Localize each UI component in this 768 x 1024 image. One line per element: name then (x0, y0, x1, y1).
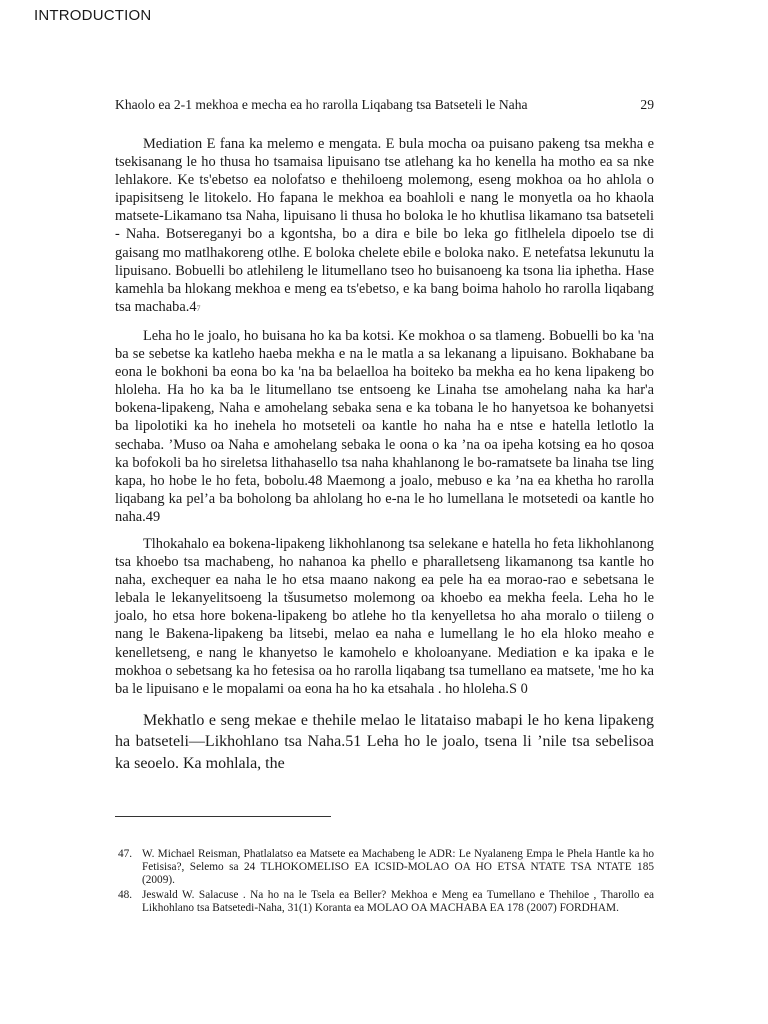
page-number: 29 (640, 97, 654, 112)
running-head (115, 97, 654, 113)
section-label: INTRODUCTION (34, 7, 152, 24)
footnote-text: Jeswald W. Salacuse . Na ho na le Tsela ea Beller? Mekhoa e Meng ea Tumellano e Thehiloe , Tharollo ea Likhohlano tsa Batsetedi-Naha, 31(1) Koranta ea MOLAO OA MACHABA EA 178 (2007) FORDHAM. (142, 888, 654, 914)
paragraph-text: Mediation E fana ka melemo e mengata. E bula mocha oa puisano pakeng tsa mekha e tsekisanang le ho thusa ho tsamaisa lipuisano tse atlehang ka ho kenella ha motho ea sa nke lehlakore. Ke ts'ebetso ea nolofatso e thehiloeng molemong, eseng mokhoa oa ho ahlola o ipapisitseng le litokelo. Ho fapana le mekhoa ea boahloli e nang le monyetla oa ho khaola matsete-Likamano tsa Naha, lipuisano li thusa ho boloka le ho khutlisa likamano tsa batseteli - Naha. Botsereganyi bo a kgontsha, bo a dira e bile bo leka go fitlhelela dipoelo tse di gaisang mo matlhakoreng otlhe. E boloka chelete ebile e boloka nako. E netefatsa lekunutu la lipuisano. Bobuelli bo atlehileng le litumellano tseo ho buisanoeng ka tsona lia iphetha. Hase kamehla ba hlokang mekhoa e meng ea ts'ebetso, e ka bang boima haholo ho rarolla liqabang tsa machaba.4 (115, 136, 654, 315)
paragraph-text: Tlhokahalo ea bokena-lipakeng likhohlanong tsa selekane e hatella ho feta likhohlanong tsa khoebo tsa machabeng, ho nahanoa ka phello e pharalletseng likamanong tsa kantle ho naha, exchequer ea naha le ho etsa maano nakong ea pele ha ea morao-rao e sebetsana le lebala le lekanyelitsoeng la tšusumetso molemong oa khoebo ea mekha feela. Leha ho le joalo, ho etsa hore bokena-lipakeng bo atlehe ho tla kenyelletsa ho aha moralo o tiileng o nang le Bakena-lipakeng ba litsebi, melao ea naha e lumellang le ho ela hloko meaho e kenelletseng, e nang le khanyetso le kamohelo e kholoanyane. Mediation e ka ipaka e le mokhoa o sebetsang ka ho fetesisa oa ho rarolla liqabang tsa tumellano ea matsete, 'me ho ka ba le lipuisano e le mopalami oa eona ha ho ka etsahala . ho hloleha.S 0 (115, 535, 654, 697)
paragraph-text: Mekhatlo e seng mekae e thehile melao le litataiso mabapi le ho kena lipakeng ha batseteli—Likhohlano tsa Naha.51 Leha ho le joalo, tsena li ’nile tsa sebelisoa ka seoelo. Ka mohlala, the (115, 711, 654, 772)
footnote-divider (115, 816, 331, 817)
body-paragraph (115, 710, 654, 775)
footnote-number: 47. (118, 848, 133, 860)
body-paragraph (115, 135, 654, 318)
footnote-reference: 7 (196, 303, 201, 313)
body-paragraph (115, 327, 654, 526)
body-paragraph (115, 535, 654, 698)
footnotes (115, 848, 654, 916)
body-text (115, 135, 654, 783)
footnote (115, 848, 654, 888)
footnote-text: W. Michael Reisman, Phatlalatso ea Matsete ea Machabeng le ADR: Le Nyalaneng Empa le Phela Hantle ka ho Fetisisa?, Selemo sa 24 TLHOKOMELISO EA ICSID-MOLAO OA HO ETSA NTATE TSA NTATE 185 (2009). (142, 848, 654, 887)
footnote-number: 48. (118, 888, 133, 901)
running-head-title: Khaolo ea 2-1 mekhoa e mecha ea ho rarolla Liqabang tsa Batseteli le Naha (115, 97, 528, 112)
footnote (115, 889, 654, 915)
paragraph-text: Leha ho le joalo, ho buisana ho ka ba kotsi. Ke mokhoa o sa tlameng. Bobuelli bo ka 'na ba se sebetse ka katleho haeba mekha e na le matla a sa lekanang a lipuisano. Bokhabane ba eona le bokhoni ba eona bo ka 'na ba belaelloa ha boiteko ba mekha ea ho kena lipakeng bo hloleha. Ha ho ka ba le litumellano tse entsoeng ke Linaha tse amohelang naha ka har'a bokena-lipakeng, Naha e amohelang sebaka sena e ka tobana le ho hanyetsoa ke bohanyetsi ba lipolotiki ka ho inehela ho motseteli oa kantle ho naha ha e ntse e hatella letlotlo la sechaba. ’Muso oa Naha e amohelang sebaka le oona o ka ’na oa ipeha kotsing ea ho qosoa ka bofokoli ba ho sireletsa lithahasello tsa naha khahlanong le bo-ramatsete ba linaha tse ling kapa, ho hobe le ho feta, bobolu.48 Maemong a joalo, mebuso e ka ’na ea khetha ho rarolla liqabang ka pel’a ba boholong ba ahlolang ho e-na le ho lumellana le motsetedi oa kantle ho naha.49 (115, 327, 654, 525)
